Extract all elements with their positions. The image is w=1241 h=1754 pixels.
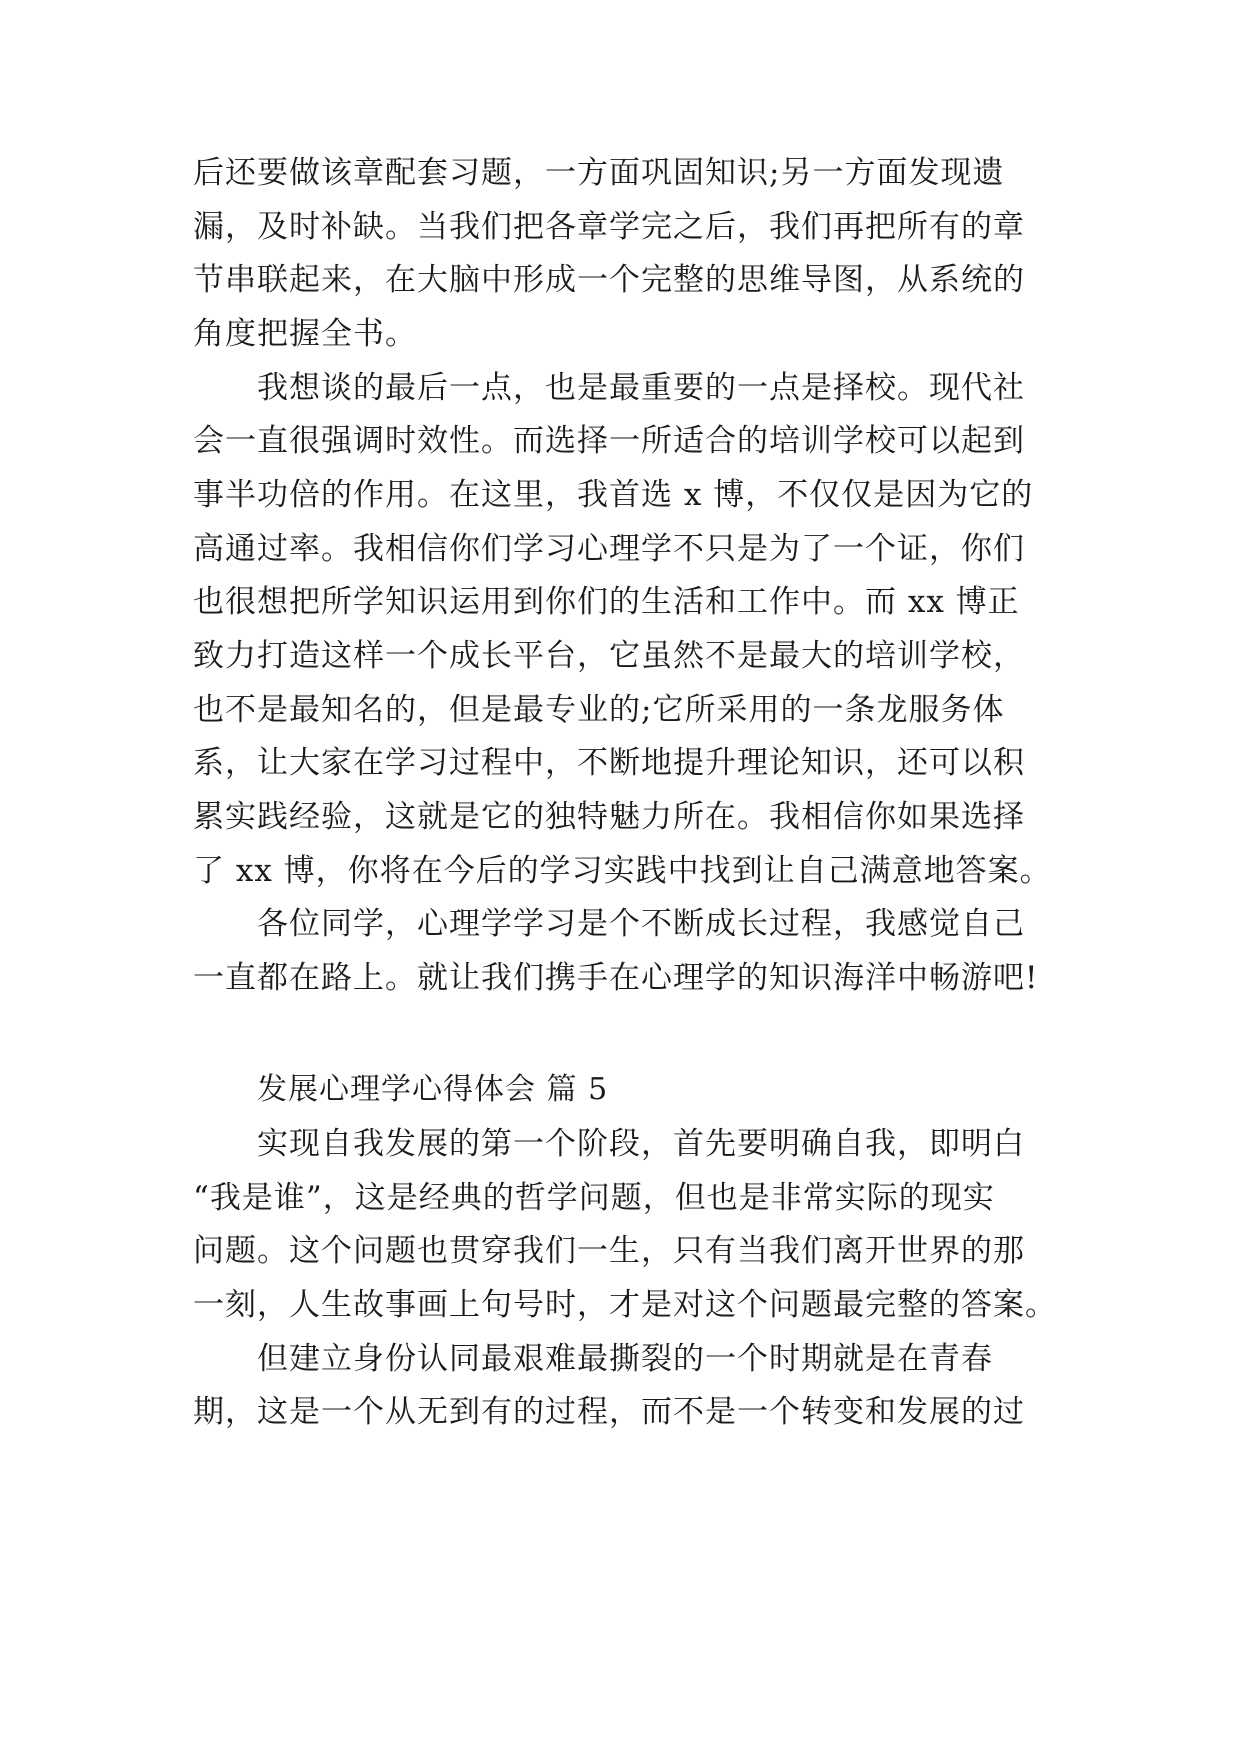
text-line: 事半功倍的作用。在这里，我首选 x 博，不仅仅是因为它的 xyxy=(193,477,1034,513)
text-line: 会一直很强调时效性。而选择一所适合的培训学校可以起到 xyxy=(193,423,1025,459)
text-line: 期，这是一个从无到有的过程，而不是一个转变和发展的过 xyxy=(193,1394,1025,1430)
text-line: 后还要做该章配套习题，一方面巩固知识;另一方面发现遗 xyxy=(193,155,1005,191)
text-line: 节串联起来，在大脑中形成一个完整的思维导图，从系统的 xyxy=(193,262,1025,298)
text-line: 也很想把所学知识运用到你们的生活和工作中。而 xx 博正 xyxy=(193,584,1020,620)
text-line: 系，让大家在学习过程中，不断地提升理论知识，还可以积 xyxy=(193,745,1025,781)
text-line: 致力打造这样一个成长平台，它虽然不是最大的培训学校， xyxy=(193,638,1025,674)
text-line: 一刻，人生故事画上句号时，才是对这个问题最完整的答案。 xyxy=(193,1287,1057,1323)
text-line: 实现自我发展的第一个阶段，首先要明确自我，即明白 xyxy=(257,1126,1025,1162)
text-line: 角度把握全书。 xyxy=(193,316,417,352)
text-line: 了 xx 博，你将在今后的学习实践中找到让自己满意地答案。 xyxy=(193,853,1052,889)
text-line: 也不是最知名的，但是最专业的;它所采用的一条龙服务体 xyxy=(193,692,1005,728)
text-line: 各位同学，心理学学习是个不断成长过程，我感觉自己 xyxy=(257,906,1025,942)
text-line: 累实践经验，这就是它的独特魅力所在。我相信你如果选择 xyxy=(193,799,1025,835)
text-line: 漏，及时补缺。当我们把各章学完之后，我们再把所有的章 xyxy=(193,209,1025,245)
text-line: 但建立身份认同最艰难最撕裂的一个时期就是在青春 xyxy=(257,1341,993,1377)
section-heading: 发展心理学心得体会 篇 5 xyxy=(257,1072,609,1107)
text-line: 问题。这个问题也贯穿我们一生，只有当我们离开世界的那 xyxy=(193,1233,1025,1269)
text-line: 我想谈的最后一点，也是最重要的一点是择校。现代社 xyxy=(257,370,1025,406)
text-line: 一直都在路上。就让我们携手在心理学的知识海洋中畅游吧! xyxy=(193,960,1039,996)
text-line: 高通过率。我相信你们学习心理学不只是为了一个证，你们 xyxy=(193,531,1025,567)
text-line: “我是谁”，这是经典的哲学问题，但也是非常实际的现实 xyxy=(193,1180,995,1216)
